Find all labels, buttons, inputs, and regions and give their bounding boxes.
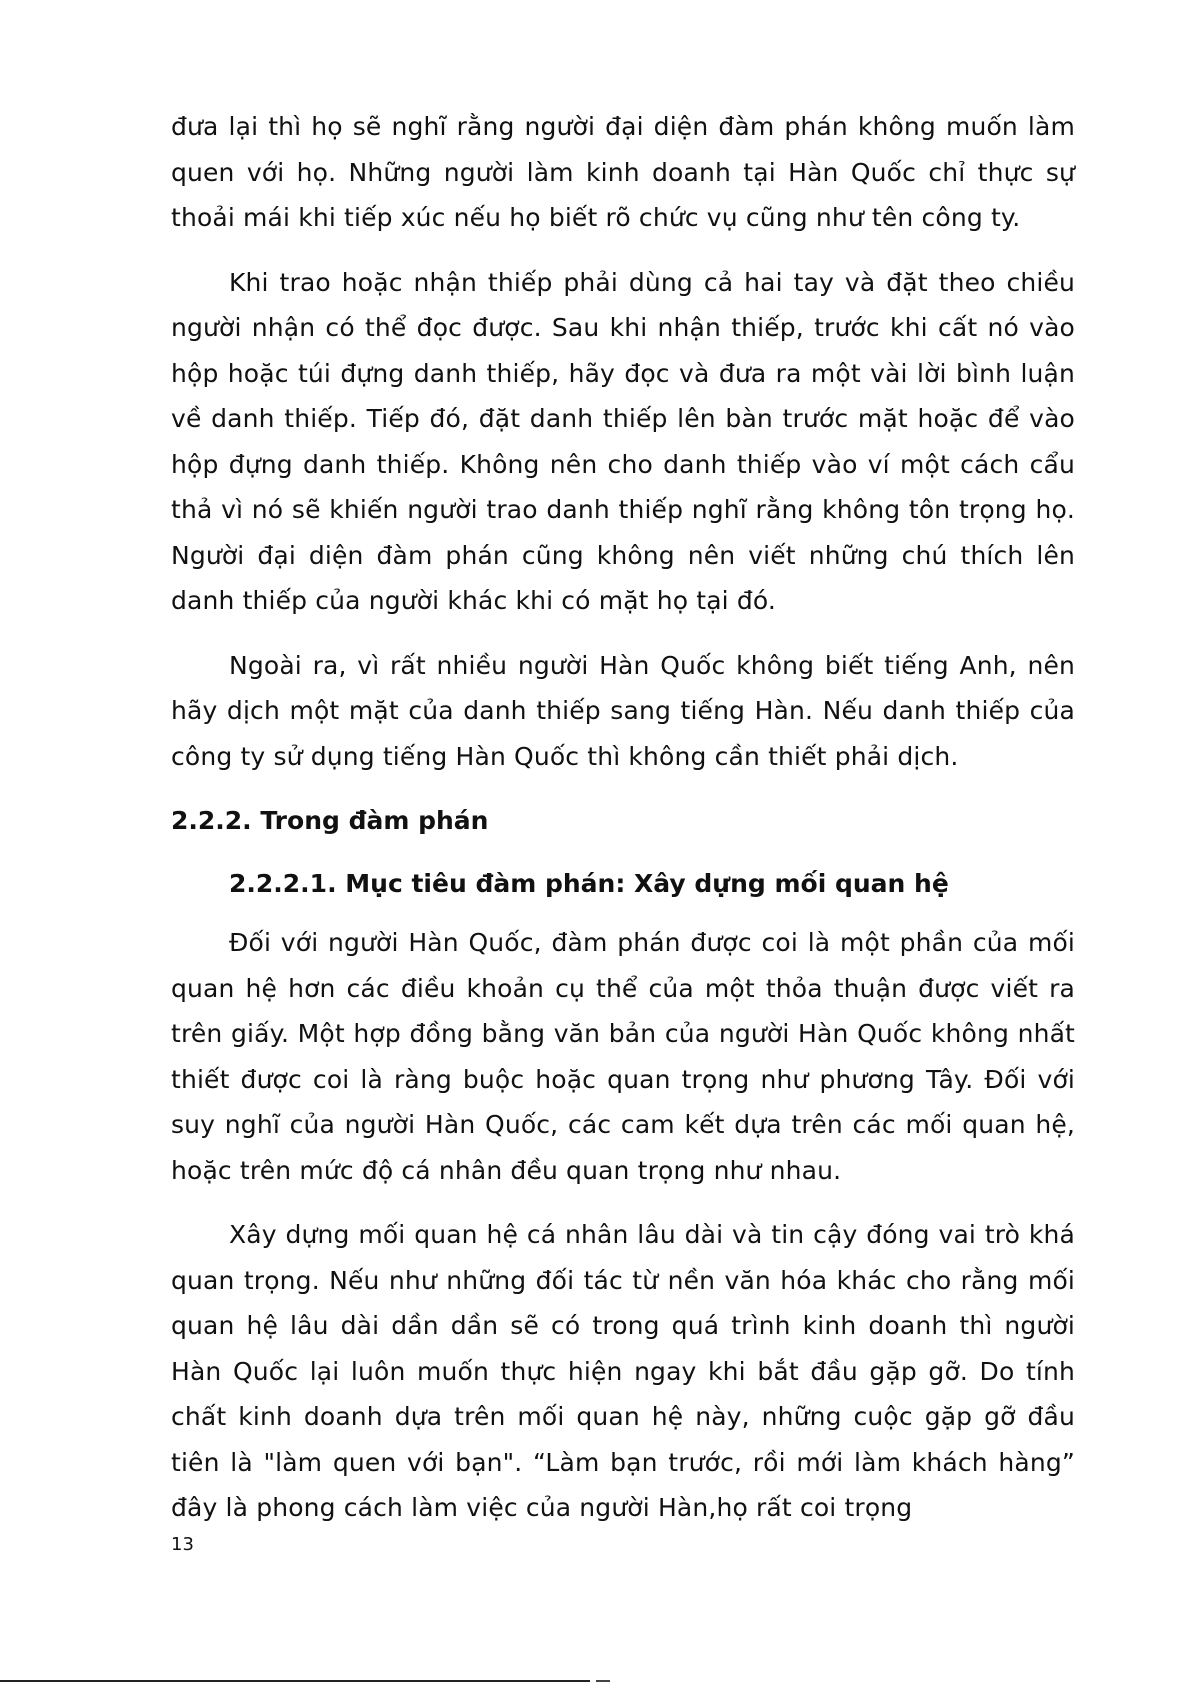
subsection-heading: 2.2.2.1. Mục tiêu đàm phán: Xây dựng mối quan hệ [229, 868, 949, 898]
page-number: 13 [171, 1534, 194, 1555]
paragraph-3: Ngoài ra, vì rất nhiều người Hàn Quốc không biết tiếng Anh, nên hãy dịch một mặt của danh thiếp sang tiếng Hàn. Nếu danh thiếp của công ty sử dụng tiếng Hàn Quốc thì không cần thiết phải dịch. [171, 650, 1075, 771]
paragraph-1: đưa lại thì họ sẽ nghĩ rằng người đại diện đàm phán không muốn làm quen với họ. Những người làm kinh doanh tại Hàn Quốc chỉ thực sự thoải mái khi tiếp xúc nếu họ biết rõ chức vụ cũng như tên công ty. [171, 112, 1075, 232]
paragraph-2: Khi trao hoặc nhận thiếp phải dùng cả hai tay và đặt theo chiều người nhận có thể đọc được. Sau khi nhận thiếp, trước khi cất nó vào hộp hoặc túi đựng danh thiếp, hãy đọc và đưa ra một vài lời bình luận về danh thiếp. Tiếp đó, đặt danh thiếp lên bàn trước mặt hoặc để vào hộp đựng danh thiếp. Không nên cho danh thiếp vào ví một cách cẩu thả vì nó sẽ khiến người trao danh thiếp nghĩ rằng không tôn trọng họ. Người đại diện đàm phán cũng không nên viết những chú thích lên danh thiếp của người khác khi có mặt họ tại đó. [171, 267, 1075, 615]
bottom-rule-tail [596, 1680, 610, 1682]
document-body [171, 104, 1075, 1550]
bottom-rule [0, 1680, 590, 1682]
paragraph-5: Xây dựng mối quan hệ cá nhân lâu dài và tin cậy đóng vai trò khá quan trọng. Nếu như những đối tác từ nền văn hóa khác cho rằng mối quan hệ lâu dài dần dần sẽ có trong quá trình kinh doanh thì người Hàn Quốc lại luôn muốn thực hiện ngay khi bắt đầu gặp gỡ. Do tính chất kinh doanh dựa trên mối quan hệ này, những cuộc gặp gỡ đầu tiên là "làm quen với bạn". “Làm bạn trước, rồi mới làm khách hàng” đây là phong cách làm việc của người Hàn,họ rất coi trọng [171, 1220, 1075, 1522]
section-heading: 2.2.2. Trong đàm phán [171, 806, 489, 835]
paragraph-4: Đối với người Hàn Quốc, đàm phán được coi là một phần của mối quan hệ hơn các điều khoản cụ thể của một thỏa thuận được viết ra trên giấy. Một hợp đồng bằng văn bản của người Hàn Quốc không nhất thiết được coi là ràng buộc hoặc quan trọng như phương Tây. Đối với suy nghĩ của người Hàn Quốc, các cam kết dựa trên các mối quan hệ, hoặc trên mức độ cá nhân đều quan trọng như nhau. [171, 928, 1075, 1185]
